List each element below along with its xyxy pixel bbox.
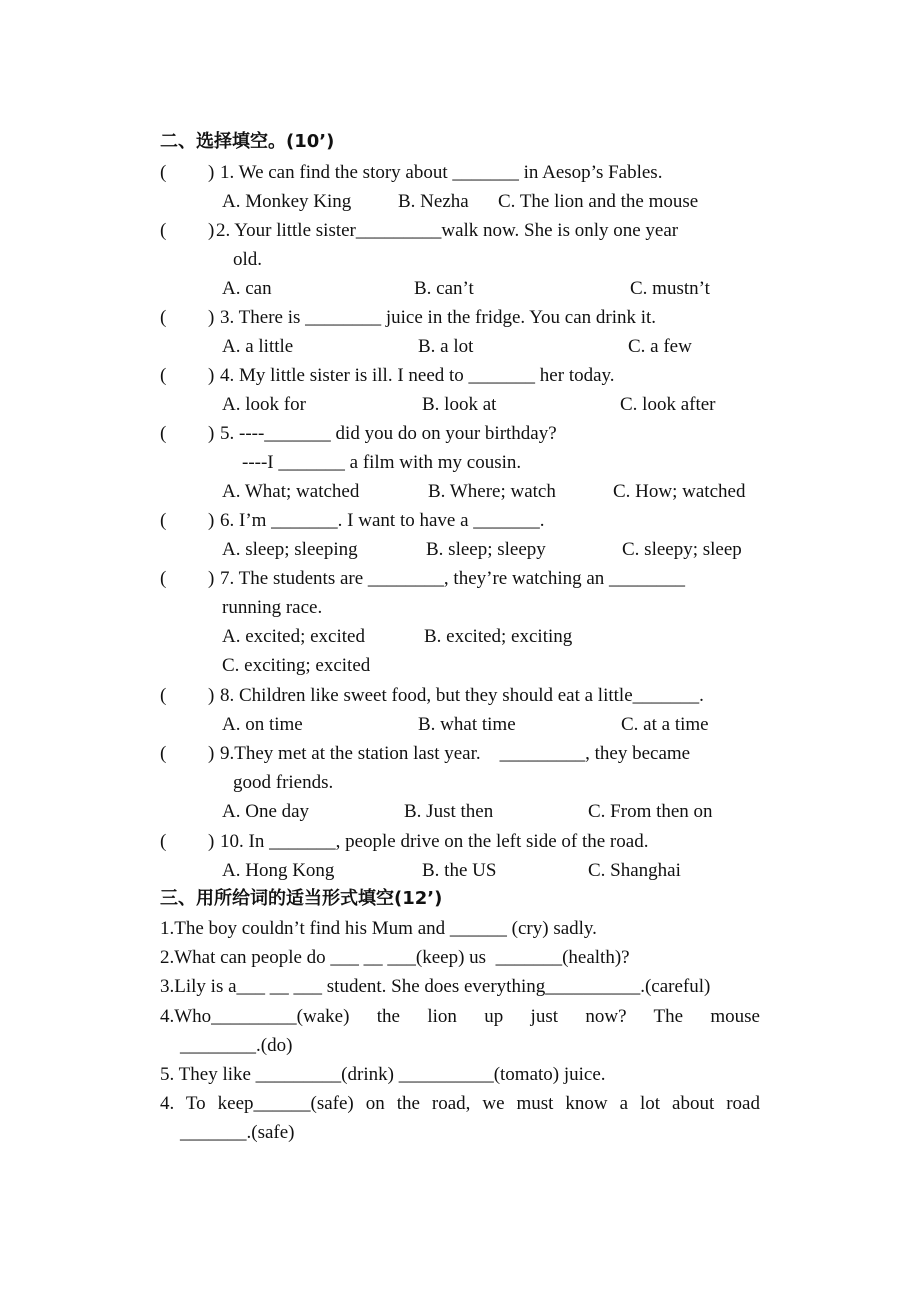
answer-paren-open: ( — [160, 365, 167, 386]
option-a: A. One day — [222, 801, 310, 822]
option-c: C. mustn’t — [630, 278, 710, 299]
question-9: 9.They met at the station last year. _________, they became — [220, 743, 691, 764]
option-c: C. look after — [620, 394, 716, 415]
answer-paren-open: ( — [160, 831, 167, 852]
question-9-continued: good friends. — [233, 772, 334, 793]
option-c: C. at a time — [621, 714, 709, 735]
option-a: A. sleep; sleeping — [222, 539, 358, 560]
question-2: 2. Your little sister_________walk now. She is only one year — [216, 220, 679, 241]
fill-in-line-3: 3.Lily is a___ __ ___ student. She does everything__________.(careful) — [160, 976, 711, 997]
option-b: B. look at — [422, 394, 497, 415]
option-c: C. From then on — [588, 801, 713, 822]
option-a: A. look for — [222, 394, 306, 415]
question-2-continued: old. — [233, 249, 263, 270]
option-a: A. Monkey King — [222, 191, 352, 212]
fill-in-line-6-continued: _______.(safe) — [180, 1122, 295, 1143]
option-c: C. The lion and the mouse — [498, 191, 699, 212]
option-a: A. excited; excited — [222, 626, 365, 647]
option-c: C. a few — [628, 336, 692, 357]
fill-in-line-1: 1.The boy couldn’t find his Mum and ______ (cry) sadly. — [160, 918, 597, 939]
fill-in-line-4: 4.Who_________(wake) the lion up just now? The mouse — [160, 1006, 760, 1027]
option-a: A. on time — [222, 714, 303, 735]
option-b: B. Just then — [404, 801, 494, 822]
answer-paren-open: ( — [160, 743, 167, 764]
option-c: C. exciting; excited — [222, 655, 371, 676]
question-5-continued: ----I _______ a film with my cousin. — [242, 452, 522, 473]
option-b: B. Nezha — [398, 191, 469, 212]
answer-paren-close: ) — [208, 365, 215, 386]
question-1: 1. We can find the story about _______ in Aesop’s Fables. — [220, 162, 663, 183]
answer-paren-open: ( — [160, 423, 167, 444]
question-7-continued: running race. — [222, 597, 323, 618]
answer-paren-close: ) — [208, 568, 215, 589]
section-heading: 二、选择填空。(10’) — [160, 131, 335, 152]
option-b: B. can’t — [414, 278, 474, 299]
fill-in-line-4-continued: ________.(do) — [180, 1035, 293, 1056]
option-b: B. a lot — [418, 336, 474, 357]
option-b: B. sleep; sleepy — [426, 539, 546, 560]
answer-paren-close: ) — [208, 423, 215, 444]
answer-paren-open: ( — [160, 685, 167, 706]
question-3: 3. There is ________ juice in the fridge. You can drink it. — [220, 307, 657, 328]
answer-paren-close: ) — [208, 685, 215, 706]
option-a: A. a little — [222, 336, 294, 357]
answer-paren-close: ) — [208, 510, 215, 531]
answer-paren-close: ) — [208, 743, 215, 764]
option-a: A. What; watched — [222, 481, 360, 502]
answer-paren-close: ) — [208, 831, 215, 852]
question-5: 5. ----_______ did you do on your birthday? — [220, 423, 557, 444]
answer-paren-close: ) — [208, 220, 215, 241]
answer-paren-close: ) — [208, 162, 215, 183]
question-6: 6. I’m _______. I want to have a _______. — [220, 510, 545, 531]
option-a: A. Hong Kong — [222, 860, 335, 881]
section-heading: 三、用所给词的适当形式填空(12’) — [160, 888, 443, 909]
fill-in-line-5: 5. They like _________(drink) __________(tomato) juice. — [160, 1064, 606, 1085]
option-c: C. How; watched — [613, 481, 746, 502]
answer-paren-open: ( — [160, 510, 167, 531]
option-c: C. sleepy; sleep — [622, 539, 742, 560]
answer-paren-open: ( — [160, 162, 167, 183]
answer-paren-open: ( — [160, 307, 167, 328]
question-10: 10. In _______, people drive on the left side of the road. — [220, 831, 649, 852]
option-b: B. Where; watch — [428, 481, 556, 502]
answer-paren-close: ) — [208, 307, 215, 328]
option-b: B. the US — [422, 860, 497, 881]
question-4: 4. My little sister is ill. I need to _______ her today. — [220, 365, 615, 386]
fill-in-line-2: 2.What can people do ___ __ ___(keep) us _______(health)? — [160, 947, 630, 968]
option-a: A. can — [222, 278, 272, 299]
answer-paren-open: ( — [160, 220, 167, 241]
question-8: 8. Children like sweet food, but they should eat a little_______. — [220, 685, 704, 706]
option-b: B. excited; exciting — [424, 626, 573, 647]
fill-in-line-6: 4. To keep______(safe) on the road, we must know a lot about road — [160, 1093, 760, 1114]
question-7: 7. The students are ________, they’re watching an ________ — [220, 568, 686, 589]
option-b: B. what time — [418, 714, 516, 735]
option-c: C. Shanghai — [588, 860, 681, 881]
answer-paren-open: ( — [160, 568, 167, 589]
